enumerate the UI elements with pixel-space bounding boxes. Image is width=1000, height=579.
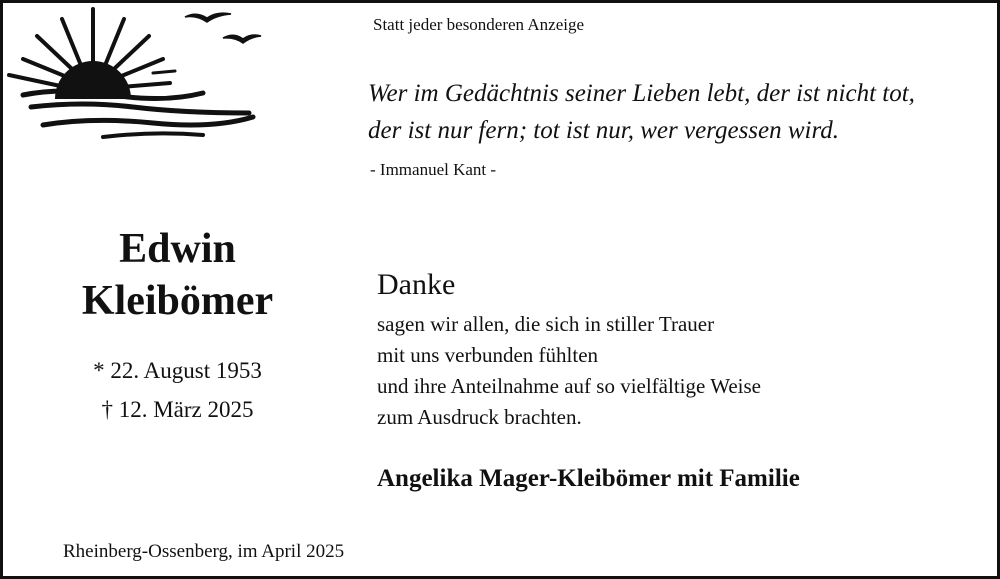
thanks-line-4: zum Ausdruck brachten. xyxy=(377,405,582,429)
thanks-text xyxy=(377,309,761,433)
family-signature: Angelika Mager-Kleibömer mit Familie xyxy=(377,465,800,492)
thanks-line-1: sagen wir allen, die sich in stiller Trauer xyxy=(377,312,715,336)
deceased-last-name: Kleibömer xyxy=(81,278,274,324)
place-date: Rheinberg-Ossenberg, im April 2025 xyxy=(63,541,345,562)
deceased-first-name: Edwin xyxy=(119,226,236,272)
deceased-info xyxy=(55,223,300,429)
death-date: † 12. März 2025 xyxy=(101,397,254,422)
birth-date: * 22. August 1953 xyxy=(93,358,262,383)
quote-author: - Immanuel Kant - xyxy=(370,160,497,179)
thanks-line-3: und ihre Anteilnahme auf so vielfältige Weise xyxy=(377,374,761,398)
quote-line-1: Wer im Gedächtnis seiner Lieben lebt, der ist nicht tot, xyxy=(368,80,915,107)
life-dates xyxy=(55,351,300,429)
quote-line-2: der ist nur fern; tot ist nur, wer vergessen wird. xyxy=(368,117,840,144)
thanks-line-2: mit uns verbunden fühlten xyxy=(377,343,599,367)
thanks-title: Danke xyxy=(377,268,456,301)
sunset-over-sea-with-birds-icon xyxy=(3,3,265,143)
quote xyxy=(368,75,915,149)
notice-heading: Statt jeder besonderen Anzeige xyxy=(373,15,585,34)
